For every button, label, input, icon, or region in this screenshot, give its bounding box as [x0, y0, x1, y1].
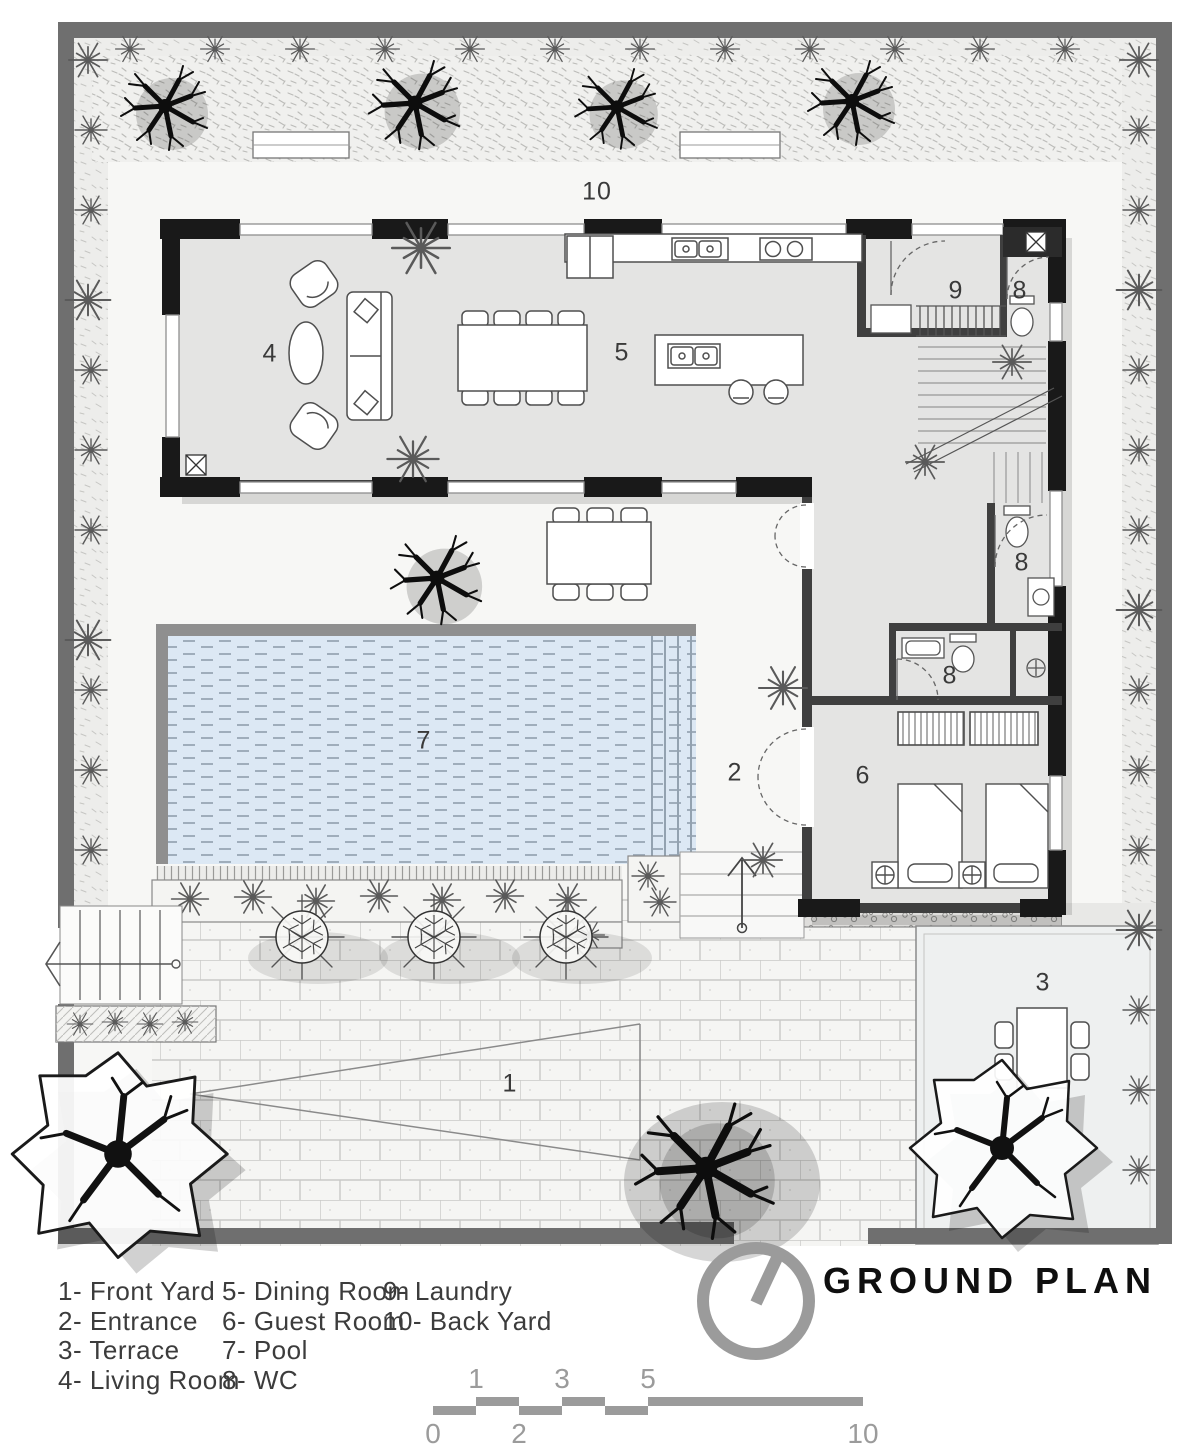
legend-item-dining-room: 5- Dining Room: [222, 1276, 410, 1306]
room-label-entrance: 2: [727, 758, 743, 787]
room-label-dining-room: 5: [614, 338, 630, 367]
legend-item-guest-room: 6- Guest Room: [222, 1305, 405, 1336]
room-label-pool: 7: [416, 726, 432, 755]
scale-label-10: 10: [847, 1418, 879, 1449]
room-label-laundry: 9: [948, 276, 964, 305]
scale-label-1: 1: [468, 1363, 484, 1394]
courtyard-table: [547, 508, 651, 600]
scale-bar-segment: [433, 1406, 476, 1415]
scale-bar-segment: [562, 1397, 605, 1406]
room-label-back-yard: 10: [582, 177, 612, 206]
scale-bar-segment: [605, 1406, 648, 1415]
page-title: GROUND PLAN: [823, 1260, 1157, 1301]
scale-label-3: 3: [554, 1363, 570, 1394]
scale-label-0: 0: [425, 1418, 441, 1449]
legend-item-entrance: 2- Entrance: [58, 1305, 198, 1336]
legend-item-living-room: 4- Living Room: [58, 1364, 240, 1395]
room-label-wc-mid: 8: [1014, 548, 1030, 577]
scale-bar-segment: [519, 1406, 562, 1415]
room-label-wc-lower: 8: [942, 661, 958, 690]
legend-item-wc: 8- WC: [222, 1364, 299, 1395]
room-label-guest-room: 6: [855, 761, 871, 790]
scale-bar-segment: [476, 1397, 519, 1406]
legend-item-laundry: 9- Laundry: [383, 1276, 513, 1306]
guest-room-furniture: [872, 712, 1048, 888]
dining-table: [458, 311, 587, 405]
room-label-living-room: 4: [262, 339, 278, 368]
legend-item-terrace: 3- Terrace: [58, 1335, 180, 1365]
scale-label-5: 5: [640, 1363, 656, 1394]
legend-item-back-yard: 10- Back Yard: [383, 1305, 552, 1336]
scale-label-2: 2: [511, 1418, 527, 1449]
legend-item-pool: 7- Pool: [222, 1335, 308, 1365]
scale-bar-segment: [648, 1397, 863, 1406]
room-label-wc-top: 8: [1012, 276, 1028, 305]
entrance-steps: [680, 852, 804, 938]
room-label-terrace: 3: [1035, 968, 1051, 997]
legend-item-front-yard: 1- Front Yard: [58, 1276, 216, 1306]
room-label-front-yard: 1: [502, 1069, 518, 1098]
